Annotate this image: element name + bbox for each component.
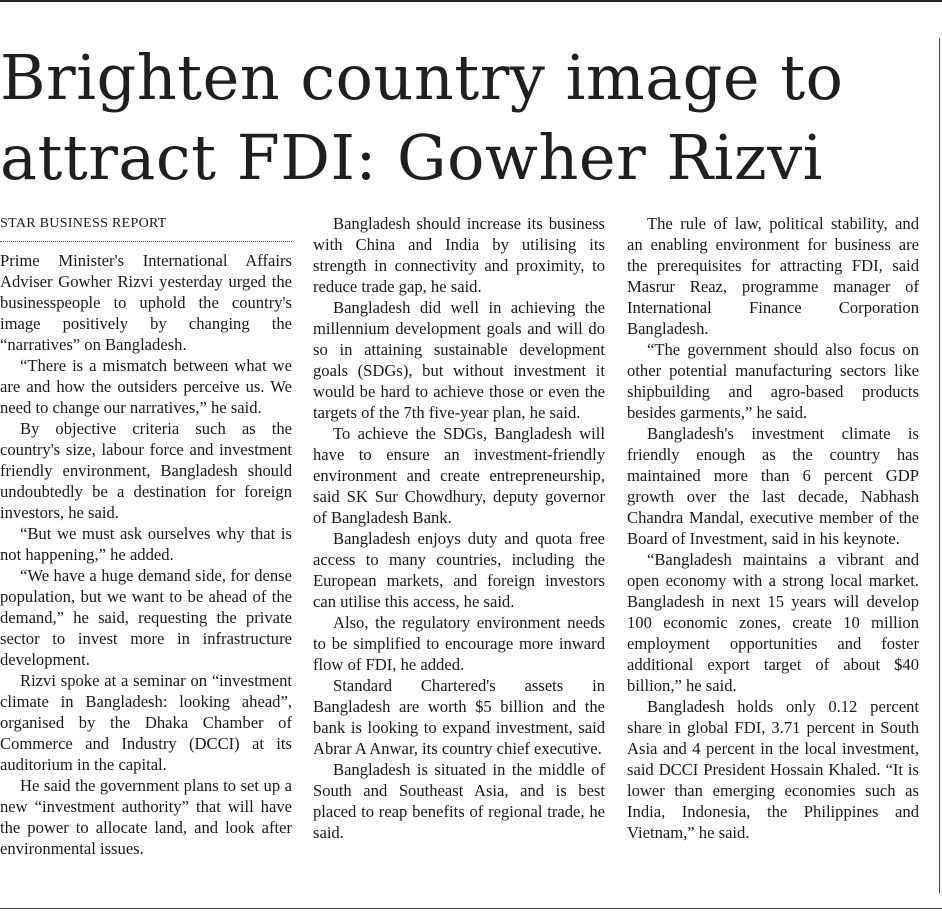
headline-line-1: Brighten country image to [0, 41, 844, 114]
paragraph: To achieve the SDGs, Bangladesh will have to ensure an investment-friendly environment and create entrepreneurship, said SK Sur Chowdhury, deputy governor of Bangladesh Bank. [313, 424, 605, 527]
article-column-1 [0, 213, 292, 859]
right-border-rule [939, 38, 940, 893]
paragraph: The rule of law, political stability, and an enabling environment for business are the prerequisites for attracting FDI, said Masrur Reaz, programme manager of International Finance Corporation Bangladesh. [627, 214, 919, 338]
paragraph: Prime Minister's International Affairs Adviser Gowher Rizvi yesterday urged the businesspeople to uphold the country's image positively by changing the “narratives” on Bangladesh. [0, 251, 292, 354]
headline-line-2: attract FDI: Gowher Rizvi [0, 121, 823, 194]
paragraph: Standard Chartered's assets in Bangladesh are worth $5 billion and the bank is looking to expand investment, said Abrar A Anwar, its country chief executive. [313, 676, 605, 758]
article-headline [0, 38, 935, 198]
paragraph: Bangladesh is situated in the middle of South and Southeast Asia, and is best placed to reap benefits of regional trade, he said. [313, 760, 605, 842]
paragraph: Bangladesh should increase its business with China and India by utilising its strength in connectivity and proximity, to reduce trade gap, he said. [313, 214, 605, 296]
bottom-rule [0, 908, 942, 909]
paragraph: He said the government plans to set up a new “investment authority” that will have the power to allocate land, and look after environmental issues. [0, 776, 292, 858]
byline-dotted-rule [0, 240, 292, 242]
paragraph: Bangladesh did well in achieving the millennium development goals and will do so in attaining sustainable development goals (SDGs), but without investment it would be hard to achieve those or even the targets of the 7th five-year plan, he said. [313, 298, 605, 422]
article-column-2 [313, 213, 605, 843]
paragraph: “There is a mismatch between what we are and how the outsiders perceive us. We need to change our narratives,” he said. [0, 356, 292, 417]
article-column-3 [627, 213, 919, 843]
paragraph: Also, the regulatory environment needs to be simplified to encourage more inward flow of FDI, he added. [313, 613, 605, 674]
paragraph: “But we must ask ourselves why that is not happening,” he added. [0, 524, 292, 564]
paragraph: Bangladesh enjoys duty and quota free access to many countries, including the European markets, and foreign investors can utilise this access, he said. [313, 529, 605, 611]
paragraph: “The government should also focus on other potential manufacturing sectors like shipbuilding and agro-based products besides garments,” he said. [627, 340, 919, 422]
paragraph: By objective criteria such as the country's size, labour force and investment friendly environment, Bangladesh should undoubtedly be a destination for foreign investors, he said. [0, 419, 292, 522]
byline: STAR BUSINESS REPORT [0, 216, 167, 231]
paragraph: Bangladesh holds only 0.12 percent share in global FDI, 3.71 percent in South Asia and 4 percent in the local investment, said DCCI President Hossain Khaled. “It is lower than emerging economies such as India, Indonesia, the Philippines and Vietnam,” he said. [627, 697, 919, 842]
paragraph: “We have a huge demand side, for dense population, but we want to be ahead of the demand,” he said, requesting the private sector to invest more in infrastructure development. [0, 566, 292, 669]
paragraph: Bangladesh's investment climate is friendly enough as the country has maintained more than 6 percent GDP growth over the last decade, Nabhash Chandra Mandal, executive member of the Board of Investment, said in his keynote. [627, 424, 919, 548]
top-rule [0, 0, 942, 2]
paragraph: Rizvi spoke at a seminar on “investment climate in Bangladesh: looking ahead”, organised by the Dhaka Chamber of Commerce and Industry (DCCI) at its auditorium in the capital. [0, 671, 292, 774]
paragraph: “Bangladesh maintains a vibrant and open economy with a strong local market. Bangladesh in next 15 years will develop 100 economic zones, create 10 million employment opportunities and foster additional export target of about $40 billion,” he said. [627, 550, 919, 695]
